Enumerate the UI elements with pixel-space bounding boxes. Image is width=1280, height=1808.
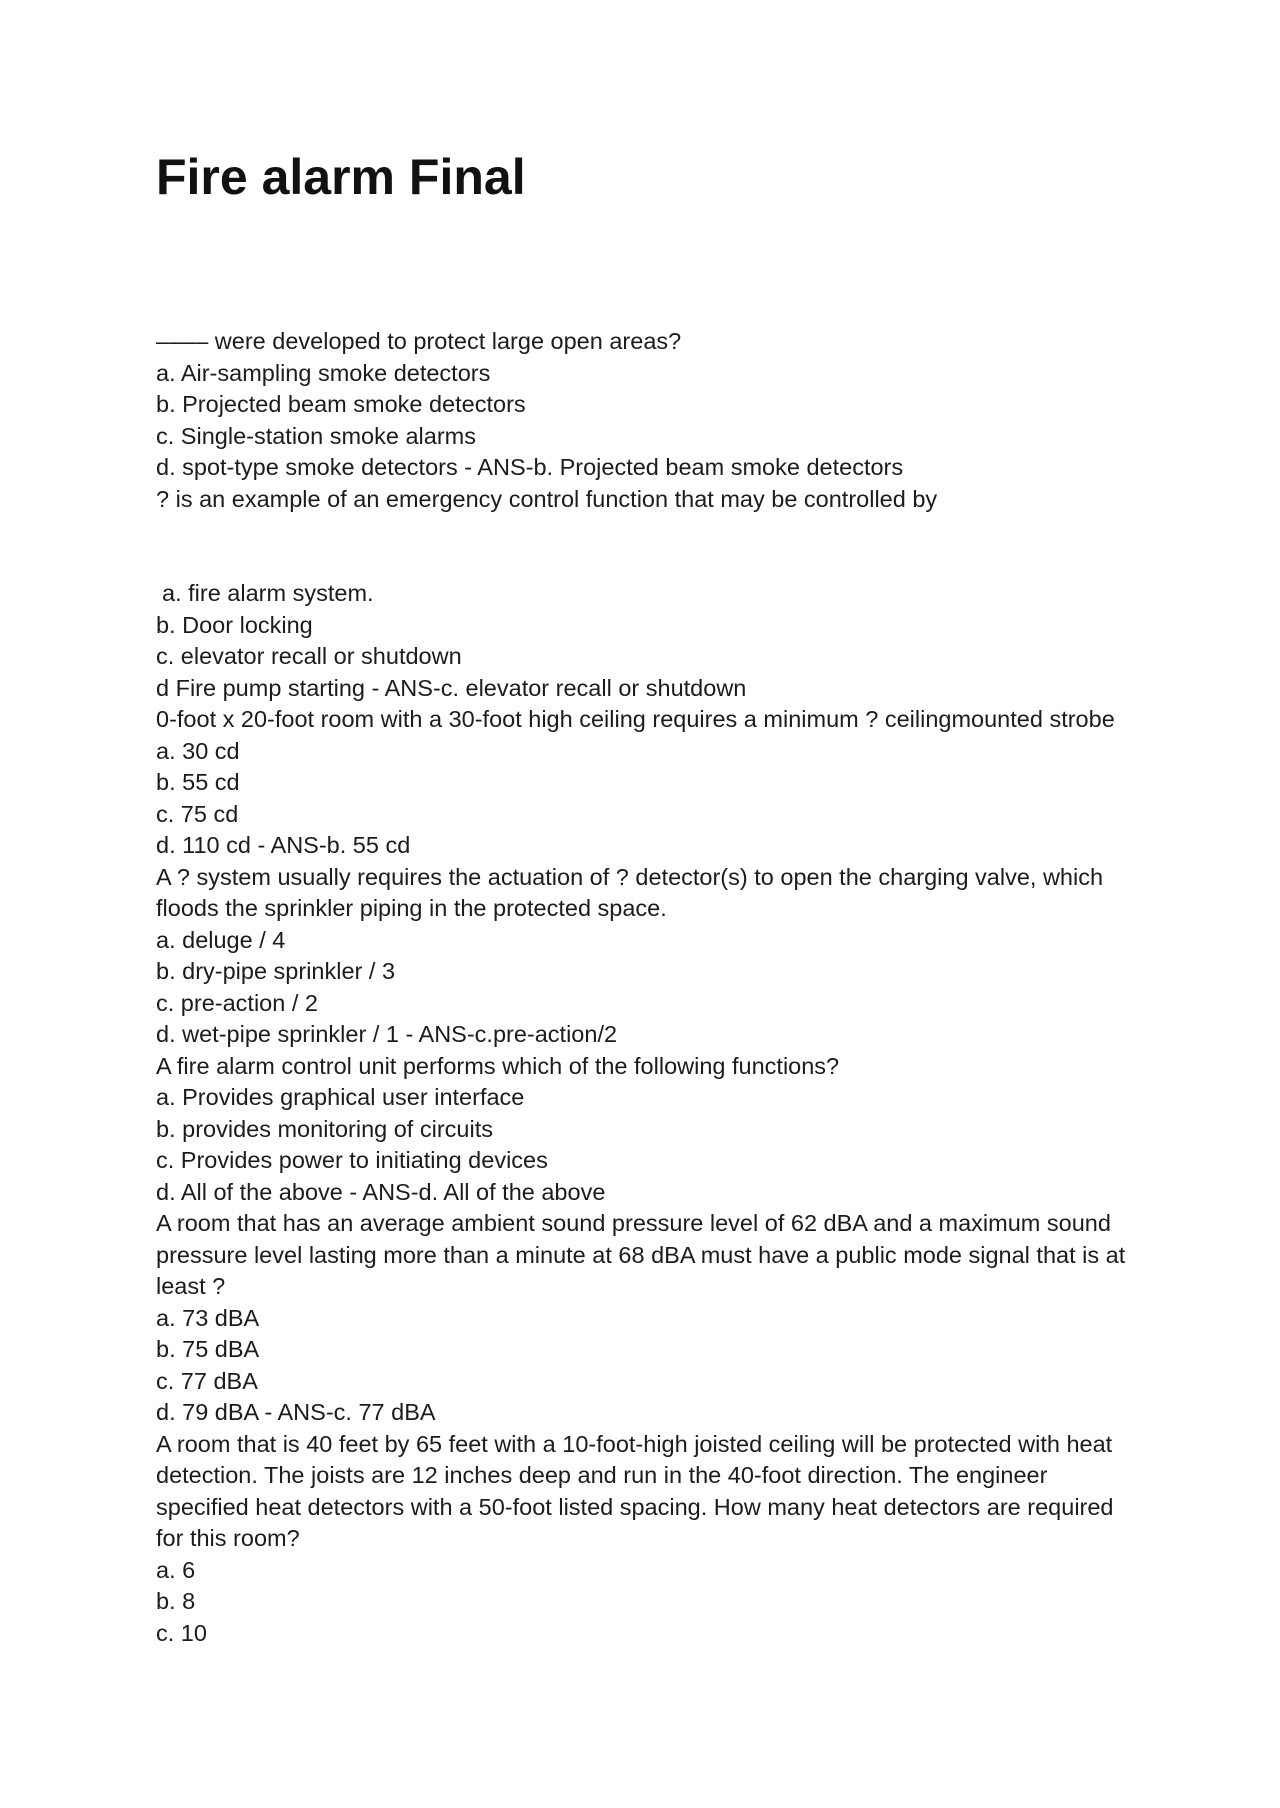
question-7-stem: A room that is 40 feet by 65 feet with a 10-foot-high joisted ceiling will be protected with heat detection. The joists are 12 inches deep and run in the 40-foot direction. The engineer specified heat detectors with a 50-foot listed spacing. How many heat detectors are required for this room? <box>156 1430 1114 1551</box>
question-1-option-c: c. Single-station smoke alarms <box>156 422 476 449</box>
question-6-option-c: c. 77 dBA <box>156 1367 258 1394</box>
question-5-option-c: c. Provides power to initiating devices <box>156 1147 548 1173</box>
question-1-option-d-answer: d. spot-type smoke detectors - ANS-b. Projected beam smoke detectors <box>156 454 904 480</box>
question-6-option-b: b. 75 dBA <box>156 1336 260 1362</box>
document-body <box>156 326 1136 1649</box>
document-title: Fire alarm Final <box>156 149 526 205</box>
question-2-option-b: b. Door locking <box>156 611 313 638</box>
question-6-stem: A room that has an average ambient sound pressure level of 62 dBA and a maximum sound pressure level lasting more than a minute at 68 dBA must have a public mode signal that is at least ? <box>156 1210 1126 1299</box>
blank-gap <box>156 515 1136 578</box>
question-7-option-c: c. 10 <box>156 1619 207 1646</box>
question-7-option-b: b. 8 <box>156 1588 196 1614</box>
question-6-option-a: a. 73 dBA <box>156 1304 260 1331</box>
question-3-option-b: b. 55 cd <box>156 769 240 795</box>
question-5-stem: A fire alarm control unit performs which of the following functions? <box>156 1052 840 1079</box>
question-5-option-a: a. Provides graphical user interface <box>156 1084 525 1110</box>
question-2-stem: ? is an example of an emergency control function that may be controlled by <box>156 485 938 512</box>
question-6-option-d-answer: d. 79 dBA - ANS-c. 77 dBA <box>156 1399 436 1425</box>
question-4-option-b: b. dry-pipe sprinkler / 3 <box>156 958 396 984</box>
question-4-option-d-answer: d. wet-pipe sprinkler / 1 - ANS-c.pre-action/2 <box>156 1021 618 1047</box>
question-1-option-b: b. Projected beam smoke detectors <box>156 391 526 417</box>
question-3-stem: 0-foot x 20-foot room with a 30-foot high ceiling requires a minimum ? ceilingmounted strobe <box>156 706 1115 732</box>
question-2-option-d-answer: d Fire pump starting - ANS-c. elevator recall or shutdown <box>156 674 747 701</box>
question-3-option-a: a. 30 cd <box>156 737 240 764</box>
question-4-stem: A ? system usually requires the actuation of ? detector(s) to open the charging valve, which floods the sprinkler piping in the protected space. <box>156 863 1104 921</box>
question-5-option-d-answer: d. All of the above - ANS-d. All of the above <box>156 1178 606 1205</box>
question-3-option-d-answer: d. 110 cd - ANS-b. 55 cd <box>156 832 411 858</box>
question-1-stem: –––– were developed to protect large open areas? <box>156 328 682 354</box>
question-5-option-b: b. provides monitoring of circuits <box>156 1115 493 1142</box>
question-4-option-a: a. deluge / 4 <box>156 926 286 953</box>
question-3-option-c: c. 75 cd <box>156 800 239 827</box>
question-2-option-c: c. elevator recall or shutdown <box>156 643 462 669</box>
question-7-option-a: a. 6 <box>156 1556 196 1583</box>
question-2-option-a: a. fire alarm system. <box>162 580 374 606</box>
question-4-option-c: c. pre-action / 2 <box>156 989 318 1016</box>
question-1-option-a: a. Air-sampling smoke detectors <box>156 359 491 386</box>
